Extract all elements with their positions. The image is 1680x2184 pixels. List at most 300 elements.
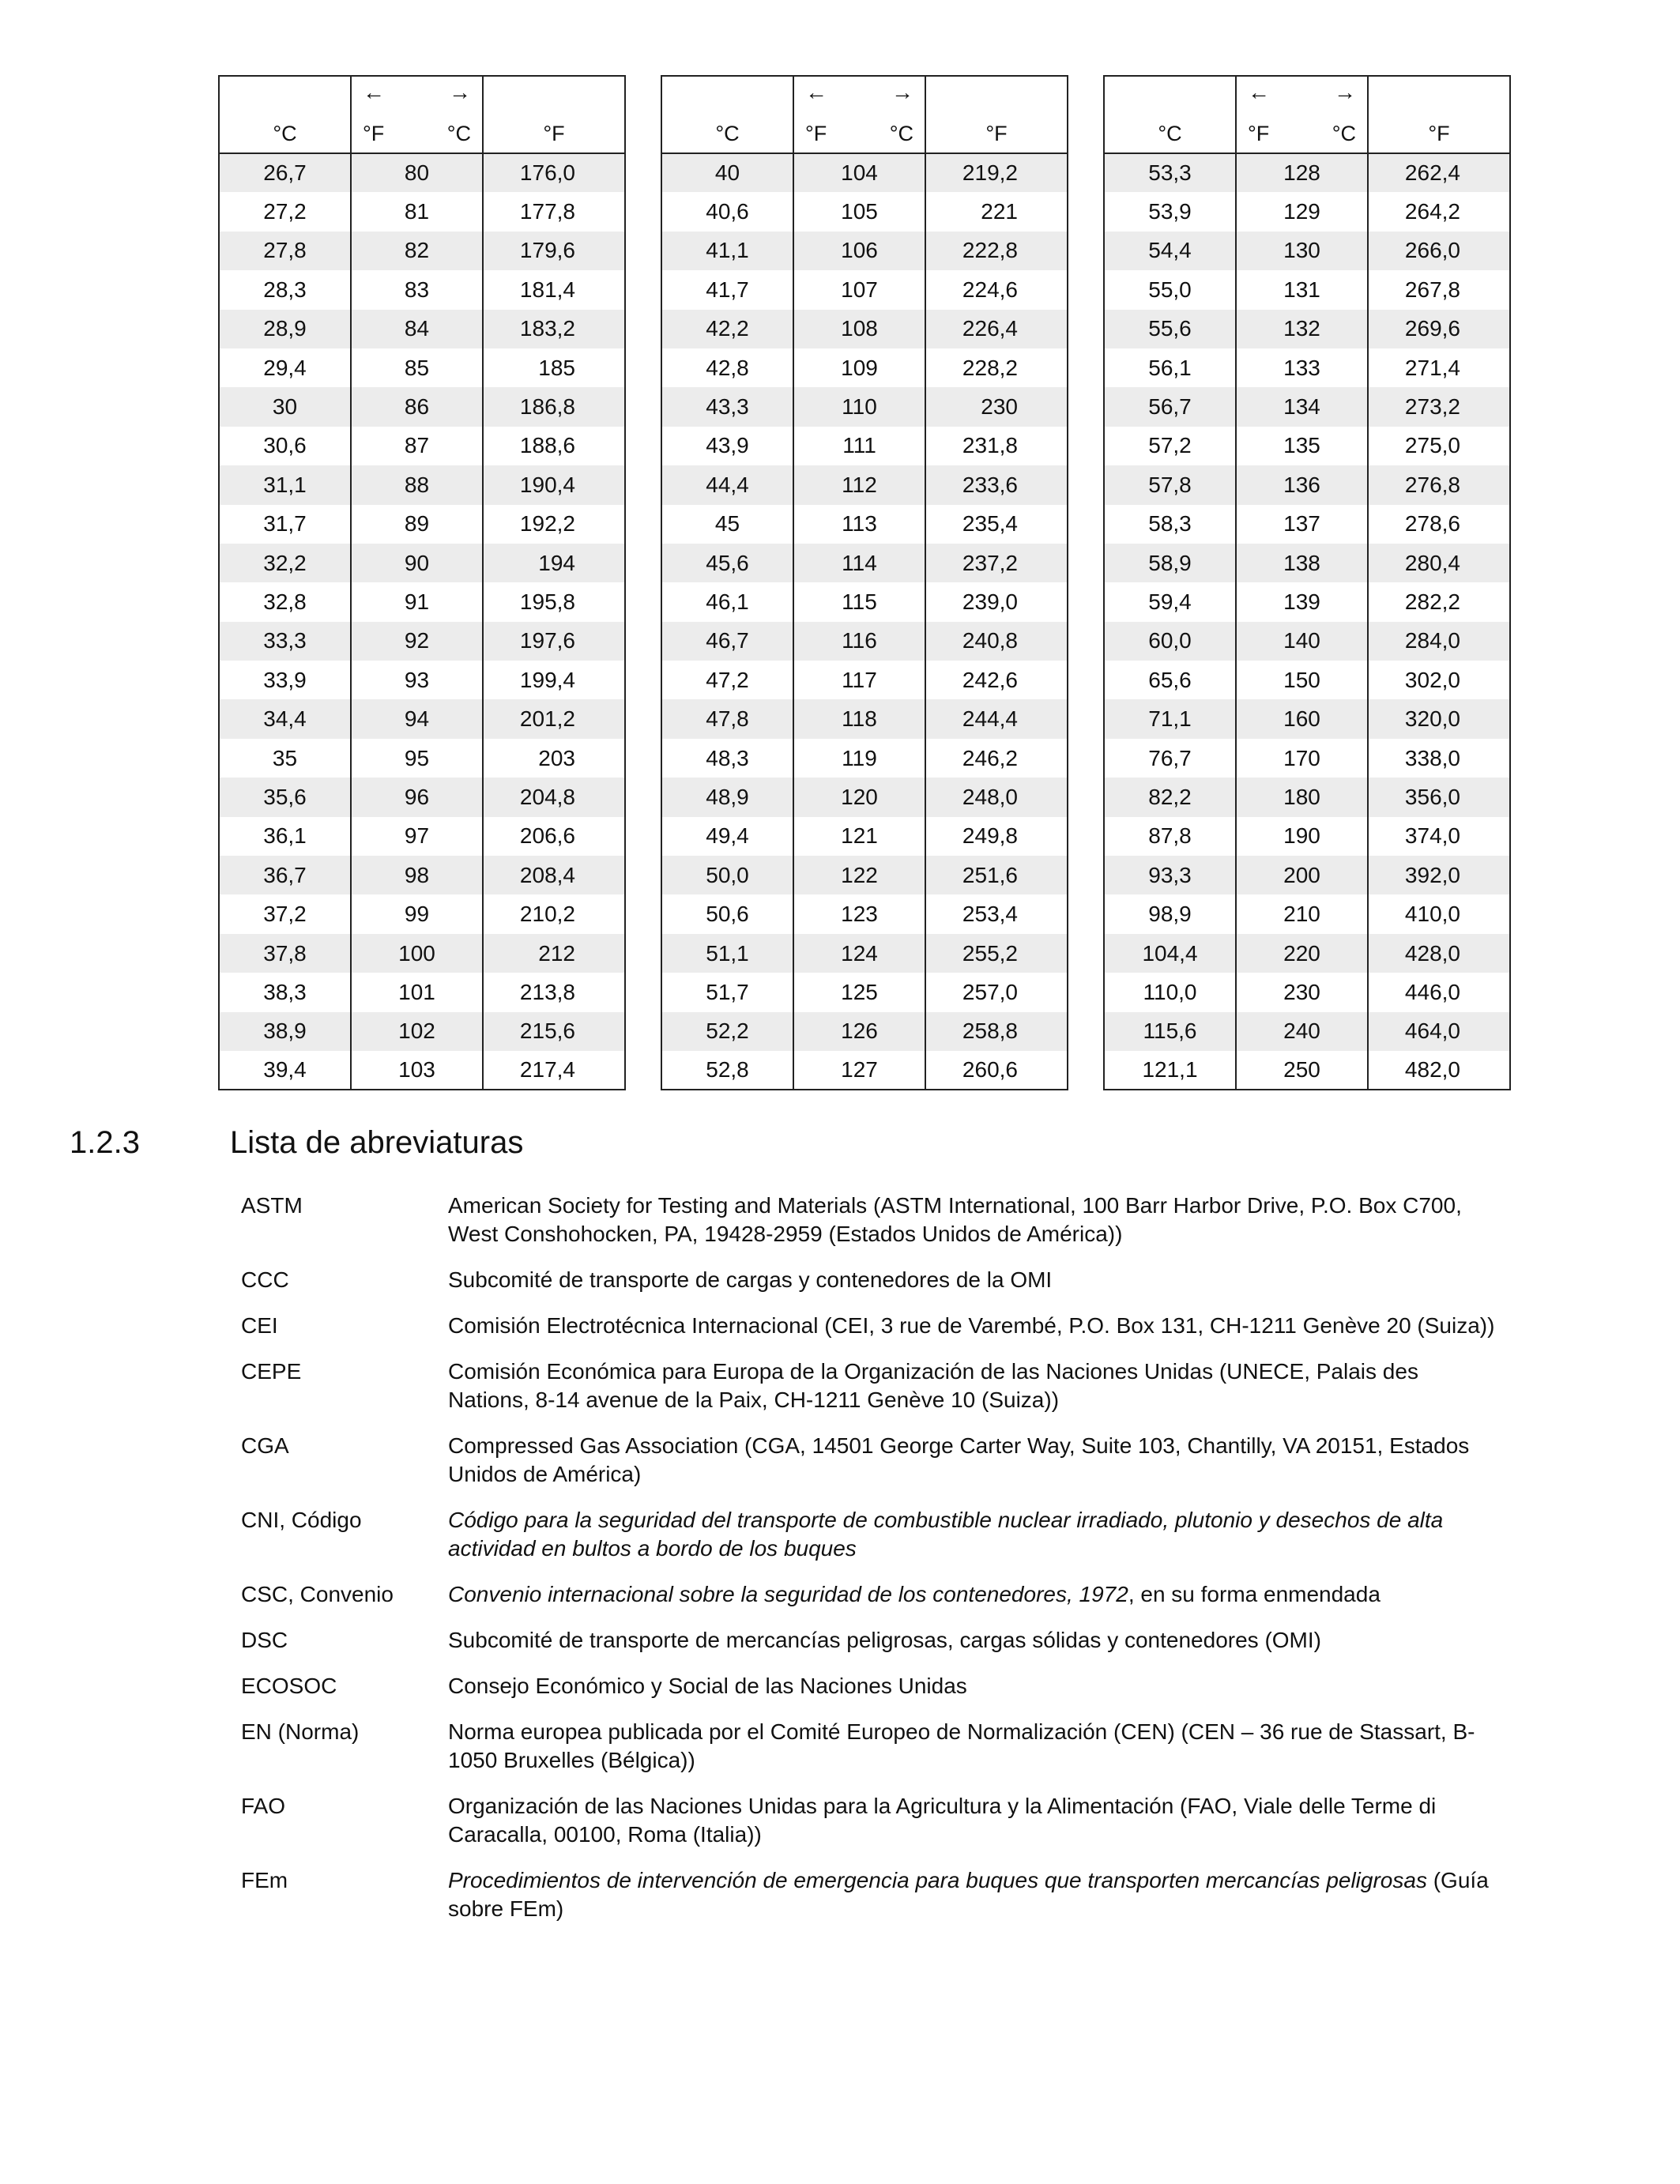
definition-text: Subcomité de transporte de cargas y contenedores de la OMI: [448, 1267, 1053, 1292]
cell-input: 119: [793, 739, 925, 778]
cell-input: 106: [793, 232, 925, 270]
header-fahrenheit: °F: [1368, 76, 1510, 153]
cell-fahrenheit: 267,8: [1368, 270, 1510, 309]
section-title: Lista de abreviaturas: [230, 1125, 524, 1160]
cell-fahrenheit: 233,6: [925, 465, 1068, 504]
table-row: [661, 817, 1068, 856]
cell-input: 139: [1236, 582, 1368, 621]
cell-celsius: 33,3: [219, 622, 351, 661]
cell-celsius: 37,2: [219, 894, 351, 933]
abbreviation-term: FEm: [241, 1868, 288, 1892]
conversion-table-3: [1103, 75, 1511, 1090]
table-row: [661, 544, 1068, 582]
header-celsius: °C: [661, 76, 793, 153]
cell-fahrenheit: 195,8: [483, 582, 625, 621]
cell-input: 128: [1236, 153, 1368, 192]
cell-input: 84: [351, 310, 483, 348]
table-row: [1104, 1012, 1510, 1051]
table-row: [219, 934, 625, 973]
cell-fahrenheit: 264,2: [1368, 192, 1510, 231]
cell-input: 86: [351, 387, 483, 426]
cell-fahrenheit: 204,8: [483, 778, 625, 816]
table-row: [661, 622, 1068, 661]
abbreviation-term: CEI: [241, 1313, 278, 1338]
table-row: [661, 505, 1068, 544]
cell-fahrenheit: 224,6: [925, 270, 1068, 309]
arrow-left-icon: ←: [1248, 80, 1270, 104]
table-row: [1104, 232, 1510, 270]
cell-celsius: 26,7: [219, 153, 351, 192]
cell-input: 120: [793, 778, 925, 816]
cell-input: 133: [1236, 348, 1368, 387]
cell-celsius: 36,7: [219, 856, 351, 894]
abbreviation-term: CGA: [241, 1433, 289, 1458]
definition-text: Comisión Económica para Europa de la Organización de las Naciones Unidas (UNECE, Palais des Nations, 8-14 avenue de la Paix, CH-1211 Genève 10 (Suiza)): [448, 1359, 1418, 1412]
cell-input: 103: [351, 1051, 483, 1090]
cell-fahrenheit: 428,0: [1368, 934, 1510, 973]
table-row: [661, 232, 1068, 270]
cell-input: 99: [351, 894, 483, 933]
cell-celsius: 71,1: [1104, 699, 1236, 738]
cell-fahrenheit: 222,8: [925, 232, 1068, 270]
cell-celsius: 53,9: [1104, 192, 1236, 231]
header-fahrenheit-input: °F: [1248, 122, 1270, 145]
table-row: [661, 427, 1068, 465]
cell-fahrenheit: 210,2: [483, 894, 625, 933]
cell-fahrenheit: 212: [483, 934, 625, 973]
cell-input: 250: [1236, 1051, 1368, 1090]
header-fahrenheit: °F: [925, 76, 1068, 153]
table-row: [1104, 310, 1510, 348]
conversion-table-2: [661, 75, 1068, 1090]
cell-celsius: 52,8: [661, 1051, 793, 1090]
header-celsius: °C: [219, 76, 351, 153]
cell-celsius: 52,2: [661, 1012, 793, 1051]
table-row: [219, 699, 625, 738]
table-row: [219, 427, 625, 465]
table-row: [219, 310, 625, 348]
cell-celsius: 41,7: [661, 270, 793, 309]
abbreviation-term: ECOSOC: [241, 1674, 337, 1698]
table-row: [661, 1012, 1068, 1051]
cell-celsius: 44,4: [661, 465, 793, 504]
definition-title-italic: Convenio internacional sobre la seguridad de los contenedores, 1972: [448, 1582, 1128, 1606]
cell-celsius: 49,4: [661, 817, 793, 856]
header-bidirectional: [1236, 76, 1368, 153]
abbreviation-definition: [448, 1866, 1497, 1923]
cell-input: 124: [793, 934, 925, 973]
abbreviation-item: [241, 1506, 1497, 1563]
cell-fahrenheit: 248,0: [925, 778, 1068, 816]
cell-input: 101: [351, 973, 483, 1011]
cell-input: 113: [793, 505, 925, 544]
table-row: [661, 348, 1068, 387]
cell-input: 121: [793, 817, 925, 856]
cell-input: 87: [351, 427, 483, 465]
table-row: [661, 778, 1068, 816]
cell-fahrenheit: 320,0: [1368, 699, 1510, 738]
cell-input: 114: [793, 544, 925, 582]
header-fahrenheit-input: °F: [363, 122, 385, 145]
cell-celsius: 65,6: [1104, 661, 1236, 699]
table-row: [1104, 348, 1510, 387]
arrow-right-icon: →: [1334, 80, 1356, 104]
table-row: [661, 661, 1068, 699]
abbreviation-definition: [448, 1506, 1497, 1563]
cell-fahrenheit: 278,6: [1368, 505, 1510, 544]
cell-fahrenheit: 235,4: [925, 505, 1068, 544]
cell-input: 105: [793, 192, 925, 231]
cell-fahrenheit: 253,4: [925, 894, 1068, 933]
cell-input: 89: [351, 505, 483, 544]
abbreviation-definition: [448, 1626, 1497, 1655]
definition-title-italic: Código para la seguridad del transporte de combustible nuclear irradiado, plutonio y desechos de alta actividad en bultos a bordo de los buques: [448, 1508, 1444, 1561]
cell-celsius: 98,9: [1104, 894, 1236, 933]
cell-input: 95: [351, 739, 483, 778]
abbreviation-definition: [448, 1192, 1497, 1248]
cell-celsius: 47,8: [661, 699, 793, 738]
table-row: [661, 153, 1068, 192]
cell-fahrenheit: 217,4: [483, 1051, 625, 1090]
cell-input: 135: [1236, 427, 1368, 465]
cell-celsius: 30: [219, 387, 351, 426]
cell-celsius: 60,0: [1104, 622, 1236, 661]
definition-text: Norma europea publicada por el Comité Europeo de Normalización (CEN) (CEN – 36 rue de Stassart, B-1050 Bruxelles (Bélgica)): [448, 1719, 1475, 1772]
header-celsius-input: °C: [446, 122, 471, 145]
cell-celsius: 45: [661, 505, 793, 544]
cell-celsius: 27,8: [219, 232, 351, 270]
cell-input: 94: [351, 699, 483, 738]
definition-text: (Guía sobre FEm): [448, 1868, 1489, 1921]
cell-celsius: 32,2: [219, 544, 351, 582]
cell-input: 92: [351, 622, 483, 661]
table-row: [661, 465, 1068, 504]
cell-input: 97: [351, 817, 483, 856]
abbreviation-term: CEPE: [241, 1359, 302, 1384]
cell-celsius: 58,3: [1104, 505, 1236, 544]
abbreviation-list: [241, 1192, 1497, 1941]
cell-celsius: 56,7: [1104, 387, 1236, 426]
abbreviation-term: CSC, Convenio: [241, 1582, 394, 1606]
abbreviation-item: [241, 1432, 1497, 1489]
definition-text: Compressed Gas Association (CGA, 14501 George Carter Way, Suite 103, Chantilly, VA 20151, Estados Unidos de América): [448, 1433, 1470, 1486]
cell-celsius: 33,9: [219, 661, 351, 699]
cell-fahrenheit: 280,4: [1368, 544, 1510, 582]
cell-input: 91: [351, 582, 483, 621]
cell-input: 150: [1236, 661, 1368, 699]
cell-input: 118: [793, 699, 925, 738]
table-row: [661, 582, 1068, 621]
cell-celsius: 48,3: [661, 739, 793, 778]
abbreviation-term: DSC: [241, 1628, 288, 1652]
arrow-right-icon: →: [449, 80, 471, 104]
cell-input: 123: [793, 894, 925, 933]
cell-celsius: 57,8: [1104, 465, 1236, 504]
table-row: [661, 192, 1068, 231]
cell-input: 107: [793, 270, 925, 309]
cell-fahrenheit: 186,8: [483, 387, 625, 426]
table-row: [1104, 192, 1510, 231]
cell-celsius: 87,8: [1104, 817, 1236, 856]
cell-fahrenheit: 192,2: [483, 505, 625, 544]
abbreviation-definition: [448, 1432, 1497, 1489]
header-bidirectional: [793, 76, 925, 153]
table-row: [219, 856, 625, 894]
cell-celsius: 40,6: [661, 192, 793, 231]
table-row: [661, 310, 1068, 348]
cell-input: 220: [1236, 934, 1368, 973]
cell-fahrenheit: 262,4: [1368, 153, 1510, 192]
cell-input: 127: [793, 1051, 925, 1090]
table-row: [661, 934, 1068, 973]
table-row: [1104, 465, 1510, 504]
header-celsius-input: °C: [1332, 122, 1356, 145]
cell-input: 98: [351, 856, 483, 894]
definition-title-italic: Procedimientos de intervención de emergencia para buques que transporten mercancías peligrosas: [448, 1868, 1427, 1892]
cell-input: 82: [351, 232, 483, 270]
cell-celsius: 42,8: [661, 348, 793, 387]
abbreviation-item: [241, 1266, 1497, 1294]
table-row: [1104, 778, 1510, 816]
section-number: 1.2.3: [70, 1125, 140, 1160]
definition-text: , en su forma enmendada: [1128, 1582, 1381, 1606]
abbreviation-definition: [448, 1357, 1497, 1414]
table-header-row: [661, 76, 1068, 153]
cell-input: 180: [1236, 778, 1368, 816]
cell-celsius: 115,6: [1104, 1012, 1236, 1051]
cell-input: 108: [793, 310, 925, 348]
cell-celsius: 46,7: [661, 622, 793, 661]
cell-celsius: 38,9: [219, 1012, 351, 1051]
definition-text: Organización de las Naciones Unidas para la Agricultura y la Alimentación (FAO, Viale delle Terme di Caracalla, 00100, Roma (Italia)): [448, 1794, 1437, 1847]
abbreviation-term: CNI, Código: [241, 1508, 362, 1532]
arrow-right-icon: →: [891, 80, 913, 104]
arrow-left-icon: ←: [363, 80, 385, 104]
cell-celsius: 36,1: [219, 817, 351, 856]
cell-input: 102: [351, 1012, 483, 1051]
cell-celsius: 31,7: [219, 505, 351, 544]
cell-input: 240: [1236, 1012, 1368, 1051]
cell-celsius: 42,2: [661, 310, 793, 348]
cell-input: 136: [1236, 465, 1368, 504]
abbreviation-term: ASTM: [241, 1193, 303, 1218]
definition-text: Consejo Económico y Social de las Naciones Unidas: [448, 1674, 967, 1698]
cell-input: 96: [351, 778, 483, 816]
cell-fahrenheit: 356,0: [1368, 778, 1510, 816]
cell-input: 116: [793, 622, 925, 661]
abbreviation-term: CCC: [241, 1267, 289, 1292]
table-row: [219, 973, 625, 1011]
cell-celsius: 28,3: [219, 270, 351, 309]
cell-input: 130: [1236, 232, 1368, 270]
cell-fahrenheit: 179,6: [483, 232, 625, 270]
table-row: [661, 856, 1068, 894]
table-row: [661, 894, 1068, 933]
abbreviation-definition: [448, 1580, 1497, 1609]
table-row: [219, 582, 625, 621]
cell-input: 93: [351, 661, 483, 699]
cell-fahrenheit: 201,2: [483, 699, 625, 738]
definition-text: American Society for Testing and Materials (ASTM International, 100 Barr Harbor Drive, P.O. Box C700, West Conshohocken, PA, 19428-2959 (Estados Unidos de América)): [448, 1193, 1462, 1246]
cell-celsius: 104,4: [1104, 934, 1236, 973]
cell-fahrenheit: 213,8: [483, 973, 625, 1011]
cell-fahrenheit: 464,0: [1368, 1012, 1510, 1051]
cell-input: 115: [793, 582, 925, 621]
cell-input: 131: [1236, 270, 1368, 309]
cell-celsius: 59,4: [1104, 582, 1236, 621]
cell-input: 122: [793, 856, 925, 894]
table-row: [661, 387, 1068, 426]
cell-input: 200: [1236, 856, 1368, 894]
table-row: [1104, 544, 1510, 582]
cell-input: 110: [793, 387, 925, 426]
cell-input: 117: [793, 661, 925, 699]
cell-celsius: 57,2: [1104, 427, 1236, 465]
table-row: [1104, 427, 1510, 465]
table-row: [1104, 934, 1510, 973]
cell-fahrenheit: 197,6: [483, 622, 625, 661]
table-row: [219, 739, 625, 778]
definition-text: Comisión Electrotécnica Internacional (CEI, 3 rue de Varembé, P.O. Box 131, CH-1211 Genève 20 (Suiza)): [448, 1313, 1495, 1338]
abbreviation-definition: [448, 1266, 1497, 1294]
cell-celsius: 45,6: [661, 544, 793, 582]
abbreviation-item: [241, 1866, 1497, 1923]
cell-celsius: 37,8: [219, 934, 351, 973]
conversion-table-1: [218, 75, 626, 1090]
cell-fahrenheit: 251,6: [925, 856, 1068, 894]
abbreviation-item: [241, 1580, 1497, 1609]
cell-celsius: 30,6: [219, 427, 351, 465]
table-row: [661, 739, 1068, 778]
table-row: [219, 153, 625, 192]
cell-fahrenheit: 482,0: [1368, 1051, 1510, 1090]
cell-fahrenheit: 230: [925, 387, 1068, 426]
definition-text: Subcomité de transporte de mercancías peligrosas, cargas sólidas y contenedores (OMI): [448, 1628, 1321, 1652]
cell-fahrenheit: 271,4: [1368, 348, 1510, 387]
table-row: [661, 699, 1068, 738]
cell-celsius: 46,1: [661, 582, 793, 621]
table-header-row: [219, 76, 625, 153]
cell-input: 129: [1236, 192, 1368, 231]
abbreviation-item: [241, 1792, 1497, 1849]
header-bidirectional: [351, 76, 483, 153]
cell-fahrenheit: 257,0: [925, 973, 1068, 1011]
table-row: [1104, 582, 1510, 621]
abbreviation-item: [241, 1626, 1497, 1655]
cell-celsius: 32,8: [219, 582, 351, 621]
cell-input: 90: [351, 544, 483, 582]
cell-input: 190: [1236, 817, 1368, 856]
cell-input: 230: [1236, 973, 1368, 1011]
cell-celsius: 34,4: [219, 699, 351, 738]
cell-celsius: 47,2: [661, 661, 793, 699]
table-row: [1104, 894, 1510, 933]
cell-celsius: 55,0: [1104, 270, 1236, 309]
cell-fahrenheit: 183,2: [483, 310, 625, 348]
cell-fahrenheit: 282,2: [1368, 582, 1510, 621]
abbreviation-definition: [448, 1672, 1497, 1700]
cell-fahrenheit: 446,0: [1368, 973, 1510, 1011]
cell-fahrenheit: 239,0: [925, 582, 1068, 621]
cell-fahrenheit: 410,0: [1368, 894, 1510, 933]
cell-fahrenheit: 231,8: [925, 427, 1068, 465]
cell-input: 210: [1236, 894, 1368, 933]
cell-celsius: 56,1: [1104, 348, 1236, 387]
cell-fahrenheit: 258,8: [925, 1012, 1068, 1051]
abbreviation-item: [241, 1718, 1497, 1775]
cell-input: 170: [1236, 739, 1368, 778]
cell-input: 126: [793, 1012, 925, 1051]
cell-fahrenheit: 185: [483, 348, 625, 387]
cell-input: 100: [351, 934, 483, 973]
cell-celsius: 43,9: [661, 427, 793, 465]
cell-fahrenheit: 190,4: [483, 465, 625, 504]
cell-celsius: 93,3: [1104, 856, 1236, 894]
cell-celsius: 28,9: [219, 310, 351, 348]
cell-celsius: 50,6: [661, 894, 793, 933]
cell-fahrenheit: 181,4: [483, 270, 625, 309]
abbreviation-term: FAO: [241, 1794, 286, 1818]
table-row: [1104, 153, 1510, 192]
table-row: [661, 973, 1068, 1011]
cell-fahrenheit: 177,8: [483, 192, 625, 231]
table-row: [661, 1051, 1068, 1090]
cell-input: 112: [793, 465, 925, 504]
abbreviation-item: [241, 1672, 1497, 1700]
cell-celsius: 82,2: [1104, 778, 1236, 816]
cell-celsius: 53,3: [1104, 153, 1236, 192]
cell-celsius: 29,4: [219, 348, 351, 387]
cell-celsius: 35: [219, 739, 351, 778]
cell-fahrenheit: 284,0: [1368, 622, 1510, 661]
table-row: [219, 192, 625, 231]
abbreviation-definition: [448, 1792, 1497, 1849]
cell-celsius: 110,0: [1104, 973, 1236, 1011]
table-row: [219, 661, 625, 699]
table-row: [219, 1051, 625, 1090]
cell-fahrenheit: 206,6: [483, 817, 625, 856]
table-row: [1104, 856, 1510, 894]
cell-fahrenheit: 208,4: [483, 856, 625, 894]
cell-fahrenheit: 244,4: [925, 699, 1068, 738]
header-fahrenheit-input: °F: [805, 122, 827, 145]
table-row: [1104, 505, 1510, 544]
arrow-left-icon: ←: [805, 80, 827, 104]
cell-fahrenheit: 276,8: [1368, 465, 1510, 504]
cell-celsius: 54,4: [1104, 232, 1236, 270]
table-row: [219, 778, 625, 816]
cell-fahrenheit: 215,6: [483, 1012, 625, 1051]
cell-fahrenheit: 269,6: [1368, 310, 1510, 348]
cell-input: 125: [793, 973, 925, 1011]
table-row: [219, 894, 625, 933]
table-row: [1104, 622, 1510, 661]
cell-fahrenheit: 255,2: [925, 934, 1068, 973]
cell-fahrenheit: 260,6: [925, 1051, 1068, 1090]
cell-celsius: 76,7: [1104, 739, 1236, 778]
cell-fahrenheit: 266,0: [1368, 232, 1510, 270]
header-celsius-input: °C: [889, 122, 913, 145]
cell-input: 81: [351, 192, 483, 231]
cell-fahrenheit: 176,0: [483, 153, 625, 192]
cell-fahrenheit: 194: [483, 544, 625, 582]
cell-input: 160: [1236, 699, 1368, 738]
cell-fahrenheit: 221: [925, 192, 1068, 231]
cell-celsius: 39,4: [219, 1051, 351, 1090]
cell-input: 140: [1236, 622, 1368, 661]
table-row: [219, 348, 625, 387]
header-fahrenheit: °F: [483, 76, 625, 153]
